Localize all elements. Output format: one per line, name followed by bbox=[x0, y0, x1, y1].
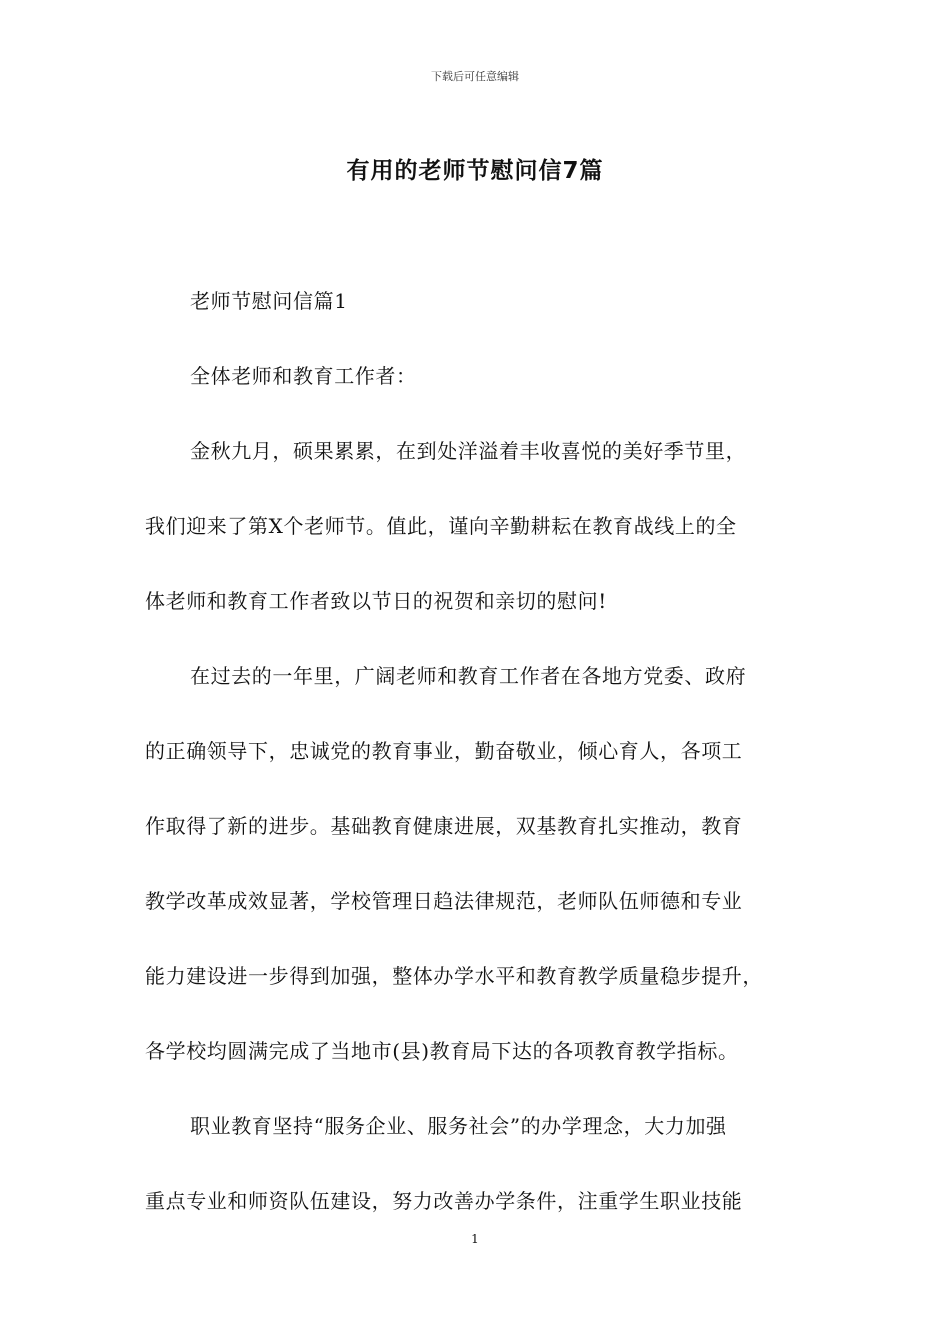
text-line: 教学改革成效显著，学校管理日趋法律规范，老师队伍师德和专业 bbox=[145, 889, 743, 913]
text-line: 金秋九月，硕果累累，在到处洋溢着丰收喜悦的美好季节里， bbox=[190, 439, 747, 463]
document-title: 有用的老师节慰问信7篇 bbox=[346, 158, 604, 184]
text-line: 的正确领导下，忠诚党的教育事业，勤奋敬业，倾心育人，各项工 bbox=[145, 739, 743, 763]
text-line: 作取得了新的进步。基础教育健康进展，双基教育扎实推动，教育 bbox=[145, 814, 743, 838]
text-line: 重点专业和师资队伍建设，努力改善办学条件，注重学生职业技能 bbox=[145, 1189, 743, 1213]
text-line: 体老师和教育工作者致以节日的祝贺和亲切的慰问! bbox=[145, 589, 607, 613]
text-line: 职业教育坚持“服务企业、服务社会”的办学理念，大力加强 bbox=[190, 1114, 727, 1138]
text-line: 各学校均圆满完成了当地市(县)教育局下达的各项教育教学指标。 bbox=[145, 1039, 739, 1063]
text-line: 能力建设进一步得到加强，整体办学水平和教育教学质量稳步提升， bbox=[145, 964, 763, 988]
salutation: 全体老师和教育工作者： bbox=[190, 364, 417, 388]
text-line: 我们迎来了第X个老师节。值此，谨向辛勤耕耘在教育战线上的全 bbox=[145, 514, 737, 538]
section-heading: 老师节慰问信篇1 bbox=[190, 289, 348, 313]
header-note: 下载后可任意编辑 bbox=[431, 70, 519, 83]
document-body bbox=[145, 280, 810, 1255]
page-number: 1 bbox=[471, 1232, 479, 1246]
text-line: 在过去的一年里，广阔老师和教育工作者在各地方党委、政府 bbox=[190, 664, 747, 688]
